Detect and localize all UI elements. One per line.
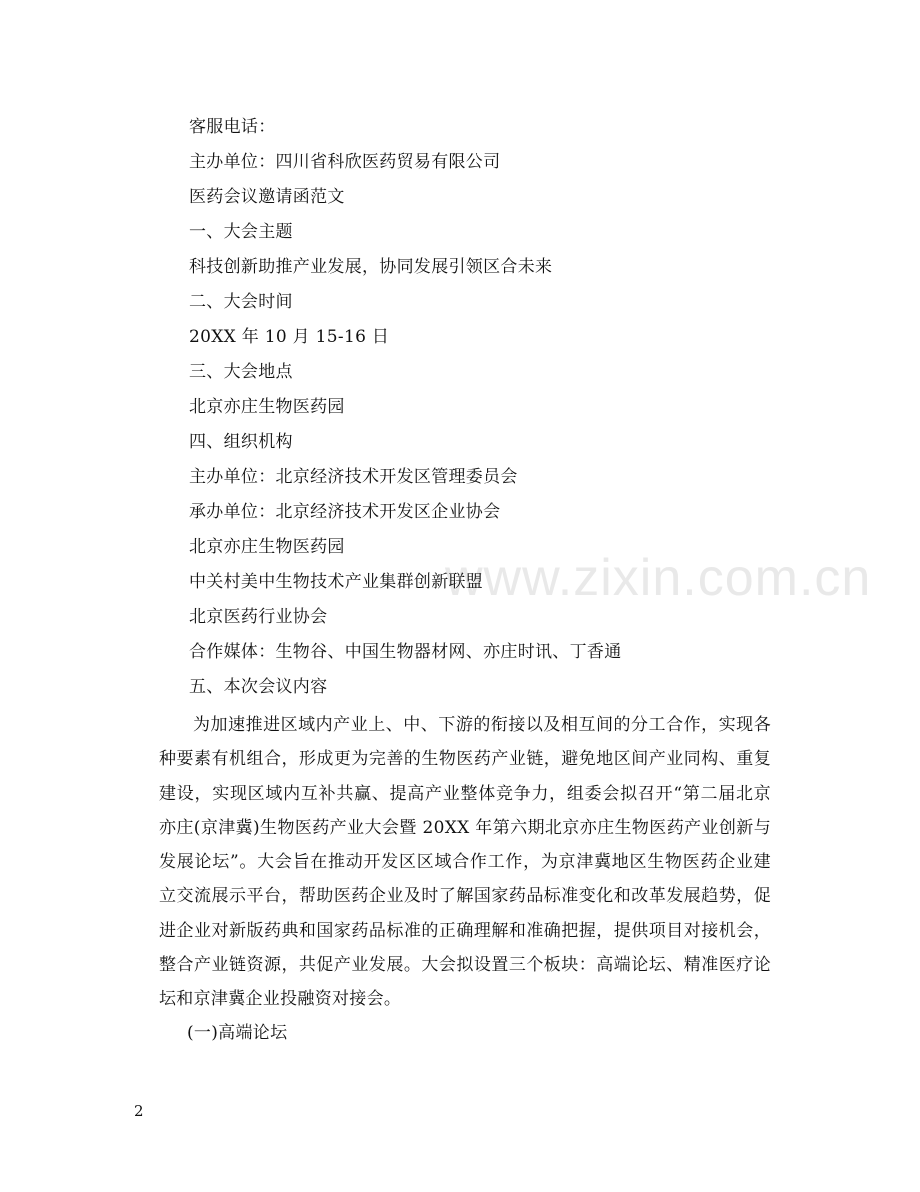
organizer-sichuan: 主办单位：四川省科欣医药贸易有限公司: [189, 152, 501, 172]
document-title: 医药会议邀请函范文: [189, 187, 345, 207]
section-heading-theme: 一、大会主题: [189, 222, 293, 242]
host-unit: 主办单位：北京经济技术开发区管理委员会: [189, 467, 518, 487]
organizer-unit: 承办单位：北京经济技术开发区企业协会: [189, 502, 501, 522]
page-number: 2: [134, 1102, 144, 1120]
section-heading-time: 二、大会时间: [189, 292, 293, 312]
theme-text: 科技创新助推产业发展，协同发展引领区合未来: [189, 257, 553, 277]
time-text: 20XX 年 10 月 15-16 日: [189, 327, 390, 347]
location-text: 北京亦庄生物医药园: [189, 397, 345, 417]
subsection-heading-high-end-forum: (一)高端论坛: [187, 1023, 288, 1043]
section-heading-location: 三、大会地点: [189, 362, 293, 382]
section-heading-content: 五、本次会议内容: [189, 677, 328, 697]
partner-media: 合作媒体：生物谷、中国生物器材网、亦庄时讯、丁香通: [189, 642, 622, 662]
co-organizer-association: 北京医药行业协会: [189, 607, 328, 627]
section-heading-organization: 四、组织机构: [189, 432, 293, 452]
customer-service-phone: 客服电话：: [189, 117, 276, 137]
co-organizer-biomedical-park: 北京亦庄生物医药园: [189, 537, 345, 557]
content-paragraph: 为加速推进区域内产业上、中、下游的衔接以及相互间的分工合作，实现各种要素有机组合，形成更为完善的生物医药产业链，避免地区间产业同构、重复建设，实现区域内互补共赢、提高产业整体竞争力，组委会拟召开“第二届北京亦庄(京津冀)生物医药产业大会暨 20XX 年第六期北京亦庄生物医药产业创新与发展论坛”。大会旨在推动开发区区域合作工作，为京津冀地区生物医药企业建立交流展示平台，帮助医药企业及时了解国家药品标准变化和改革发展趋势，促进企业对新版药典和国家药品标准的正确理解和准确把握，提供项目对接机会，整合产业链资源，共促产业发展。大会拟设置三个板块：高端论坛、精准医疗论坛和京津冀企业投融资对接会。: [159, 715, 771, 1010]
co-organizer-alliance: 中关村美中生物技术产业集群创新联盟: [189, 572, 484, 592]
watermark: www.zixin.com.cn: [445, 549, 872, 607]
